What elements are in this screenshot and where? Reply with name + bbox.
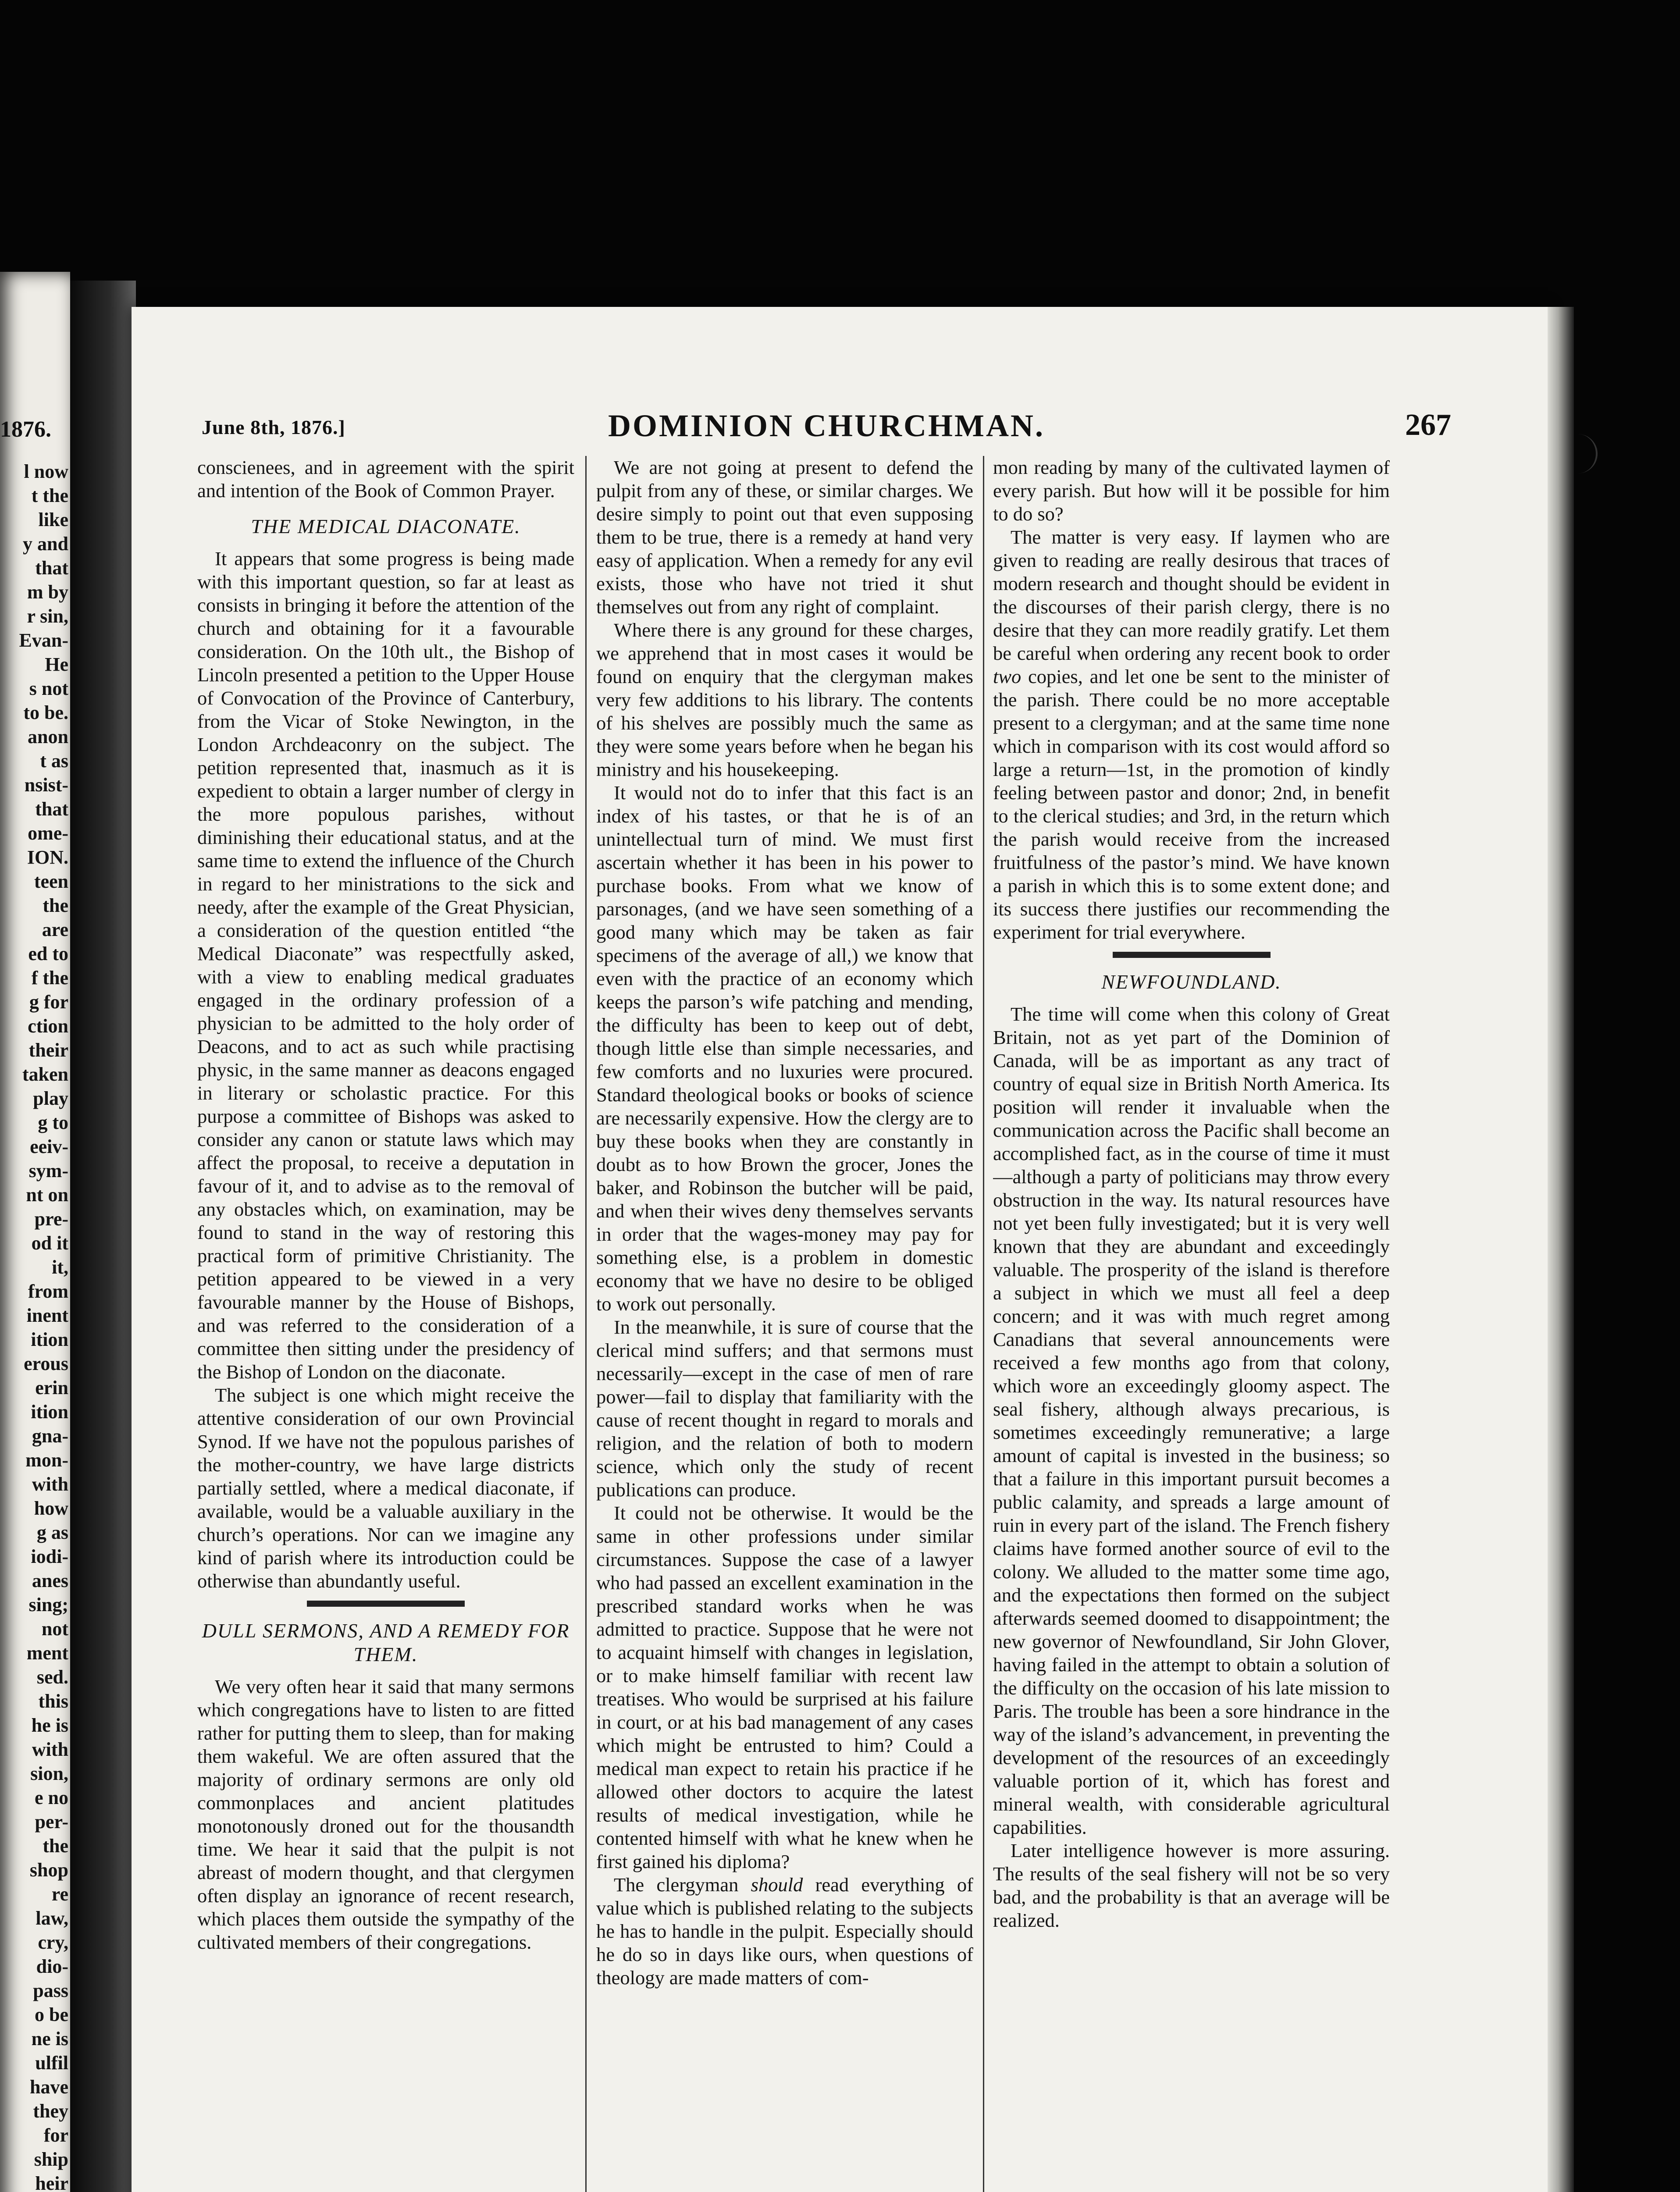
paragraph: Where there is any ground for these charges, we apprehend that in most cases it would be found on enquiry that the clergyman makes very few additions to his library. The contents of his shelves are possibly much the same as they were some years before when he began his ministry and his housekeeping. — [596, 619, 973, 780]
adjoining-page-fragment: from — [28, 1281, 68, 1302]
text-run: copies, and let one be sent to the minister of the parish. There could be no more acceptable present to a clergyman; and at the same time none which in comparison with its cost would afford so large a return—1st, in the promotion of kindly feeling between pastor and donor; 2nd, in benefit to the clerical studies; and 3rd, in the return which the parish would receive from the increased fruitfulness of the pastor’s mind. We have known a parish in which this is to some extent done; and its success there justifies our recommending the experiment for trial everywhere. — [993, 665, 1390, 943]
adjoining-page-fragment: that — [35, 798, 68, 820]
paragraph: It could not be otherwise. It would be the same in other professions under similar circumstances. Suppose the case of a lawyer who had passed an excellent examination in the prescribed standard works when he was admitted to practice. Suppose that he were not to acquaint himself with changes in legislation, or to make himself familiar with recent law treatises. Who would be surprised at his failure in court, or at his bad management of any cases which might be entrusted to him? Could a medical man expect to retain his practice if he allowed other doctors to acquire the latest results of medical investigation, while he contented himself with what he knew when he first gained his diploma? — [596, 1502, 973, 1872]
adjoining-page-fragment: g to — [38, 1112, 68, 1133]
adjoining-page-fragment: ne is — [31, 2028, 68, 2050]
adjoining-page-fragment: erin — [35, 1377, 68, 1398]
paragraph: The subject is one which might receive the attentive consideration of our own Provincial Synod. If we have not the populous parishes of the mother-country, we have large districts partially settled, where a medical diaconate, if available, would be a valuable auxiliary in the church’s operations. Nor can we imagine any kind of parish where its introduction could be otherwise than abundantly useful. — [197, 1384, 574, 1592]
adjoining-page-fragment: nt on — [26, 1184, 68, 1206]
paragraph: In the meanwhile, it is sure of course that the clerical mind suffers; and that sermons must necessarily—except in the case of men of rare power—fail to display that familiarity with the cause of recent thought in regard to morals and religion, and the relation of both to modern science, which only the study of recent publications can produce. — [596, 1316, 973, 1501]
paragraph — [596, 1873, 973, 1989]
paragraph: Later intelligence however is more assuring. The results of the seal fishery will not be so very bad, and the probability is that an average will be realized. — [993, 1840, 1390, 1931]
newspaper-page — [132, 307, 1548, 2192]
adjoining-page-fragment: have — [30, 2076, 68, 2098]
text-run: The matter is very easy. If laymen who are given to reading are really desirous that traces of modern research and thought should be evident in the discourses of their parish clergy, there is no desire that they can more readily gratify. Let them be careful when ordering any recent book to order — [993, 526, 1390, 664]
page-header — [202, 408, 1451, 443]
italic-text: should — [751, 1874, 803, 1896]
adjoining-page-fragment: not — [41, 1618, 68, 1640]
adjoining-page-fragment: Evan- — [19, 630, 68, 651]
adjoining-page-fragment: t as — [40, 750, 68, 772]
adjoining-page — [0, 272, 70, 2192]
adjoining-page-fragment: with — [32, 1739, 68, 1760]
adjoining-page-fragment: teen — [34, 871, 68, 892]
masthead-title: DOMINION CHURCHMAN. — [608, 408, 1045, 443]
page-number: 267 — [1405, 408, 1451, 442]
adjoining-page-fragment: gna- — [32, 1425, 68, 1447]
adjoining-page-fragment: sion, — [30, 1763, 68, 1784]
adjoining-page-fragment: pre- — [34, 1208, 68, 1230]
adjoining-page-fragment: He — [45, 654, 68, 675]
adjoining-page-fragment: iodi- — [31, 1546, 68, 1567]
adjoining-page-fragment: mon- — [25, 1449, 68, 1471]
page-edge — [1548, 307, 1574, 2192]
page-gutter — [70, 281, 136, 2192]
adjoining-page-fragment: ment — [26, 1642, 68, 1664]
margin-bracket-mark — [1574, 434, 1598, 473]
adjoining-page-fragment: cry, — [38, 1932, 68, 1953]
adjoining-page-fragment: to be. — [23, 702, 68, 723]
paragraph: It appears that some progress is being made with this important question, so far at least as consists in bringing it before the attention of the church and obtaining for it a favourable consideration. On the 10th ult., the Bishop of Lincoln presented a petition to the Upper House of Convocation of the Province of Canterbury, from the Vicar of Stoke Newington, in the London Archdeaconry on the subject. The petition represented that, inasmuch as it is expedient to obtain a larger number of clergy in the more populous parishes, without diminishing their educational status, and at the same time to extend the influence of the Church in regard to her ministrations to the sick and needy, after the example of the Great Physician, a consideration of the question entitled “the Medical Diaconate” was respectfully asked, with a view to enabling medical graduates engaged in the ordinary profession of a physician to be admitted to the holy order of Deacons, and to act as such while practising physic, in the same manner as deacons engaged in literary or scholastic practice. For this purpose a committee of Bishops was asked to consider any canon or statute laws which may affect the proposal, to receive a deputation in favour of it, and to advise as to the removal of any obstacles which, on examination, may be found to stand in the way of restoring this practical form of primitive Christianity. The petition appeared to be viewed in a very favourable manner by the House of Bishops, and was referred to the consideration of a committee then sitting under the presidency of the Bishop of London on the diaconate. — [197, 548, 574, 1383]
section-rule — [1113, 952, 1271, 958]
adjoining-page-fragment: this — [38, 1690, 68, 1712]
adjoining-page-fragment: t the — [31, 485, 68, 506]
paragraph: conscienees, and in agreement with the spirit and intention of the Book of Common Prayer. — [197, 456, 574, 502]
adjoining-page-fragment: sym- — [28, 1160, 68, 1181]
adjoining-page-fragment: od it — [31, 1232, 68, 1254]
adjoining-page-fragment: with — [32, 1473, 68, 1495]
paragraph: We very often hear it said that many sermons which congregations have to listen to are fitted rather for putting them to sleep, than for making them wakeful. We are often assured that the majority of ordinary sermons are only old commonplaces and ancient platitudes monotonously droned out for the thousandth time. We hear it said that the pulpit is not abreast of modern thought, and that clergymen often display an ignorance of recent research, which places them outside the sympathy of the cultivated members of their congregations. — [197, 1676, 574, 1953]
adjoining-page-fragment: pass — [33, 1980, 68, 2001]
adjoining-page-fragment: dio- — [36, 1956, 68, 1977]
paragraph: We are not going at present to defend the pulpit from any of these, or similar charges. We desire simply to point out that even supposing them to be true, there is a remedy at hand very easy of application. When a remedy for any evil exists, those who have not tried it shut themselves out from any right of complaint. — [596, 456, 973, 618]
adjoining-page-fragment: law, — [36, 1907, 68, 1929]
adjoining-page-fragment: per- — [35, 1811, 68, 1833]
adjoining-page-fragment: ulfil — [35, 2052, 68, 2074]
article-heading: NEWFOUNDLAND. — [1101, 971, 1281, 993]
paragraph: mon reading by many of the cultivated laymen of every parish. But how will it be possible for him to do so? — [993, 456, 1390, 525]
adjoining-page-fragment: the — [43, 895, 68, 916]
adjoining-page-fragment: anon — [28, 726, 68, 747]
adjoining-page-fragment: how — [34, 1498, 68, 1519]
paragraph — [993, 526, 1390, 944]
adjoining-page-fragment: that — [35, 557, 68, 579]
adjoining-page-fragment: s not — [29, 678, 68, 699]
adjoining-page-fragment: shop — [29, 1859, 68, 1881]
adjoining-page-fragment: re — [51, 1883, 68, 1905]
adjoining-page-fragment: eeiv- — [30, 1136, 68, 1157]
adjoining-page-fragment: nsist- — [24, 774, 68, 796]
adjoining-page-fragment: ition — [31, 1401, 68, 1423]
adjoining-page-fragment: r sin, — [27, 605, 68, 627]
column-3 — [993, 456, 1390, 2192]
text-run: The clergyman — [614, 1874, 751, 1896]
adjoining-page-fragment: they — [33, 2100, 68, 2122]
adjoining-page-fragment: sed. — [36, 1666, 68, 1688]
adjoining-page-fragment: taken — [22, 1064, 68, 1085]
adjoining-page-fragment: m by — [27, 581, 68, 603]
column-divider — [983, 456, 984, 2192]
adjoining-page-fragment: their — [28, 1039, 68, 1061]
adjoining-page-fragment: ition — [31, 1329, 68, 1350]
article-heading: DULL SERMONS, AND A REMEDY FOR THEM. — [202, 1619, 570, 1665]
adjoining-page-fragment: g for — [29, 991, 68, 1013]
adjoining-page-year: 1876. — [0, 417, 51, 442]
adjoining-page-fragment: ship — [34, 2149, 68, 2170]
adjoining-page-fragment: y and — [23, 533, 68, 555]
adjoining-page-fragment: for — [43, 2124, 68, 2146]
adjoining-page-fragment: ION. — [27, 847, 68, 868]
adjoining-page-fragment: e no — [35, 1787, 68, 1808]
adjoining-page-fragment: heir — [35, 2173, 68, 2192]
paragraph: It would not do to infer that this fact is an index of his tastes, or that he is of an unintellectual turn of mind. We must first ascertain whether it has been in his power to purchase books. From what we know of parsonages, (and we have seen something of a good many which may be taken as fair specimens of the average of all,) we know that even with the practice of an economy which keeps the parson’s wife patching and mending, the difficulty has been to keep out of debt, though little else than simple necessaries, and few comforts and no luxuries were procured. Standard theological books or books of science are necessarily expensive. How the clergy are to buy these books when they are constantly in doubt as to how Brown the grocer, Jones the baker, and Robinson the butcher will be paid, and when their wives deny themselves servants in order that the wages-money may pay for something else, is a problem in domestic economy that we have no desire to be obliged to work out personally. — [596, 782, 973, 1315]
column-2 — [596, 456, 973, 2192]
adjoining-page-fragment: he is — [31, 1715, 68, 1736]
italic-text: two — [993, 665, 1022, 687]
adjoining-page-fragment: like — [38, 509, 68, 530]
adjoining-page-fragment: the — [43, 1835, 68, 1857]
adjoining-page-fragment: erous — [24, 1353, 68, 1374]
adjoining-page-fragment: ome- — [28, 822, 68, 844]
adjoining-page-fragment: sing; — [28, 1594, 68, 1616]
paragraph: The time will come when this colony of Great Britain, not as yet part of the Dominion of Canada, will be as important as any tract of country of equal size in British North America. Its position will render it invaluable when the communication across the Pacific shall become an accomplished fact, as in the course of time it must—although a party of politicians may throw every obstruction in the way. Its natural resources have not yet been fully investigated; but it is very well known that they are abundant and exceedingly valuable. The prosperity of the island is therefore a subject in which we must all feel a deep concern; and it was with much regret among Canadians that several announcements were received a few months ago from that colony, which wore an exceedingly gloomy aspect. The seal fishery, although always precarious, is sometimes exceedingly remunerative; a large amount of capital is invested in the business; so that a failure in this important pursuit becomes a public calamity, and spreads a large amount of ruin in every part of the island. The French fishery claims have formed another source of evil to the colony. We alluded to the matter some time ago, and the expectations then formed on the subject afterwards seemed doomed to disappointment; the new governor of Newfoundland, Sir John Glover, having failed in the attempt to obtain a solution of the difficulty on the occasion of his late mission to Paris. The trouble has been a sore hindrance in the way of the island’s advancement, in preventing the development of the resources of an exceedingly valuable portion of it, which has forest and mineral wealth, with considerable agricultural capabilities. — [993, 1003, 1390, 1838]
issue-date: June 8th, 1876.] — [202, 416, 345, 438]
adjoining-page-fragment: anes — [32, 1570, 68, 1591]
adjoining-page-fragment: inent — [26, 1305, 68, 1326]
adjoining-page-fragment: f the — [31, 967, 68, 989]
section-rule — [307, 1601, 465, 1607]
column-divider — [585, 456, 587, 2192]
text-run: read everything of value which is published relating to the subjects he has to handle in the pulpit. Especially should he do so in days like ours, when questions of theology are made matters of com- — [596, 1874, 973, 1989]
adjoining-page-fragment: are — [42, 919, 68, 940]
adjoining-page-fragment: ction — [28, 1015, 68, 1037]
column-1 — [197, 456, 574, 2192]
article-heading: THE MEDICAL DIACONATE. — [251, 515, 521, 537]
adjoining-page-fragment: play — [33, 1088, 68, 1109]
adjoining-page-fragment: l now — [24, 461, 68, 482]
adjoining-page-fragment: it, — [52, 1256, 68, 1278]
adjoining-page-fragment: ed to — [28, 943, 68, 964]
adjoining-page-fragment: g as — [36, 1522, 68, 1543]
adjoining-page-fragment: o be — [35, 2004, 68, 2025]
